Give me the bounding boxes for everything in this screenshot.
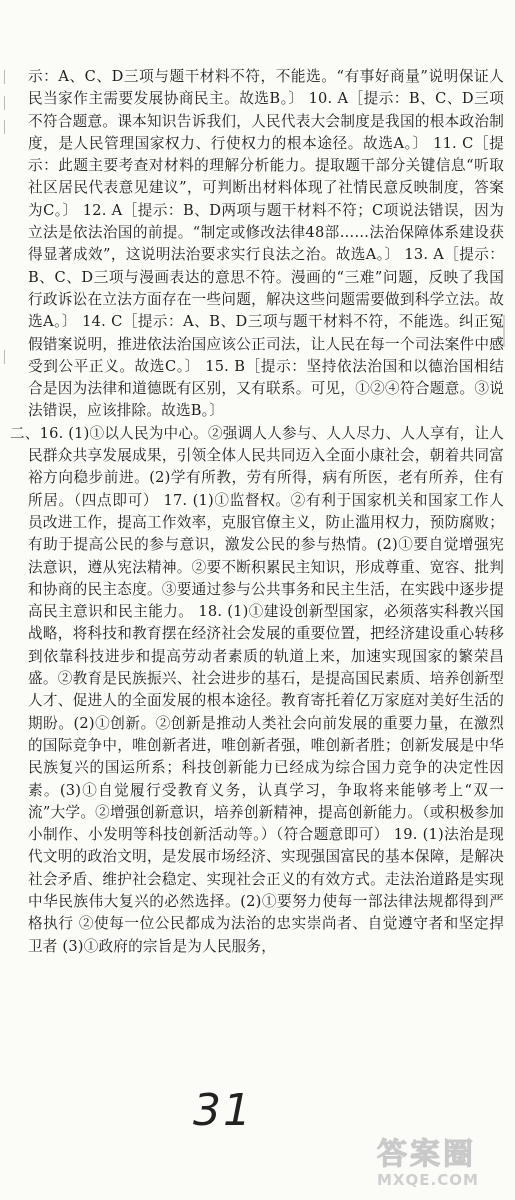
section-number: 二、	[10, 424, 40, 442]
binding-mark	[4, 96, 11, 110]
answers-part1	[28, 66, 504, 423]
answers-part2-text: 16. (1)①以人民为中心。②强调人人参与、人人尽力、人人享有，让人民群众共享发展成果，引领全体人民共同迈入全面小康社会，朝着共同富裕方向稳步前进。(2)学有所教，劳有所得，病有所医，老有所养，住有所居。（四点即可） 17. (1)①监督权。②有利于国家机关和国家工作人员改进工作，提高工作效率，克服官僚主义，防止滥用权力，预防腐败；有助于提高公民的参与意识，激发公民的参与热情。(2)①要自觉增强宪法意识，遵从宪法精神。②要不断积累民主知识，形成尊重、宽容、批判和协商的民主态度。③要通过参与公共事务和民主生活，在实践中逐步提高民主意识和民主能力。 18. (1)①建设创新型国家，必须落实科教兴国战略，将科技和教育摆在经济社会发展的重要位置，把经济建设重心转移到依靠科技进步和提高劳动者素质的轨道上来，加速实现国家的繁荣昌盛。②教育是民族振兴、社会进步的基石，是提高国民素质、培养创新型人才、促进人的全面发展的根本途径。教育寄托着亿万家庭对美好生活的期盼。(2)①创新。②创新是推动人类社会向前发展的重要力量，在激烈的国际竞争中，唯创新者进，唯创新者强，唯创新者胜；创新发展是中华民族复兴的国运所系；科技创新能力已经成为综合国力竞争的决定性因素。(3)①自觉履行受教育义务，认真学习，争取将来能够考上“双一流”大学。②增强创新意识，培养创新精神，提高创新能力。（或积极参加小制作、小发明等科技创新活动等。）（符合题意即可） 19. (1)法治是现代文明的政治文明，是发展市场经济、实现强国富民的基本保障，是解决社会矛盾、维护社会稳定、实现社会正义的有效方式。走法治道路是实现中华民族伟大复兴的必然选择。(2)①要努力使每一部法律法规都得到严格执行 ②使每一位公民都成为法治的忠实崇尚者、自觉遵守者和坚定捍卫者 (3)①政府的宗旨是为人民服务，	[28, 424, 504, 955]
answer-text-block	[10, 66, 504, 958]
page-number: 31	[193, 1085, 253, 1136]
binding-mark	[4, 70, 11, 84]
watermark-brand: 答案圈	[377, 1137, 476, 1172]
binding-mark	[4, 120, 11, 134]
binding-mark	[4, 350, 11, 364]
answers-part1-text: 示：A、C、D三项与题干材料不符，不能选。“有事好商量”说明保证人民当家作主需要发展协商民主。故选B。〕 10. A［提示：B、C、D三项不符合题意。课本知识告诉我们，人民代表大会制度是我国的根本政治制度，是人民管理国家权力、行使权力的根本途径。故选A。〕 11. C［提示：此题主要考查对材料的理解分析能力。提取题干部分关键信息“听取社区居民代表意见建议”，可判断出材料体现了社情民意反映制度，答案为C。〕 12. A［提示：B、D两项与题干材料不符；C项说法错误，因为立法是依法治国的前提。“制定或修改法律48部……法治保障体系建设获得显著成效”，这说明法治要求实行良法之治。故选A。〕 13. A［提示：B、C、D三项与漫画表达的意思不符。漫画的“三难”问题，反映了我国行政诉讼在立法方面存在一些问题，解决这些问题需要做到科学立法。故选A。〕 14. C［提示：A、B、D三项与题干材料不符，不能选。纠正冤假错案说明，推进依法治国应该公正司法，让人民在每一个司法案件中感受到公平正义。故选C。〕 15. B［提示：坚持依法治国和以德治国相结合是因为法律和道德既有区别，又有联系。可见，①②④符合题意。③说法错误，应该排除。故选B。〕	[28, 68, 504, 420]
answers-part2	[10, 423, 504, 958]
watermark-url: MXQE.COM	[377, 1171, 479, 1189]
watermark-logo	[377, 1138, 507, 1194]
